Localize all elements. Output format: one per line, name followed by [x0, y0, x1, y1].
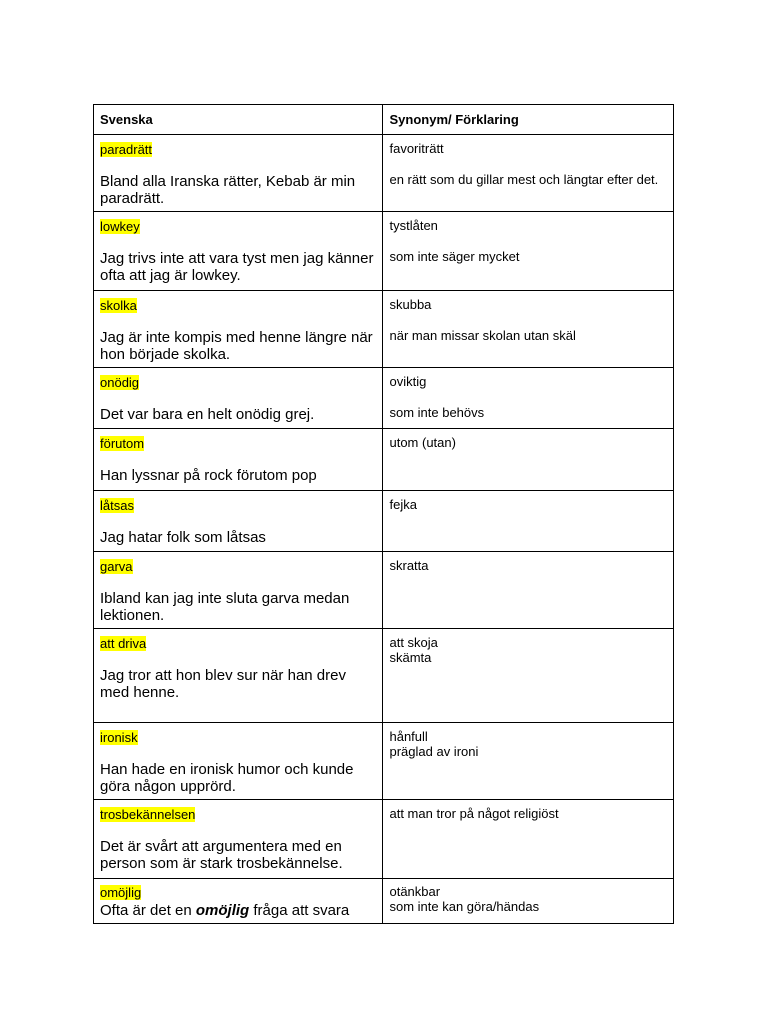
- table-header-row: [94, 105, 674, 135]
- synonym-text: fejka: [389, 497, 417, 512]
- synonym-cell: [383, 429, 674, 491]
- example-sentence: Han lyssnar på rock förutom pop: [100, 467, 317, 484]
- synonym-text: oviktig: [389, 374, 427, 389]
- synonym-text: att man tror på något religiöst: [389, 806, 559, 821]
- synonym-cell: [383, 135, 674, 212]
- example-sentence: Jag hatar folk som låtsas: [100, 529, 266, 546]
- synonym-text: otänkbar: [389, 884, 441, 899]
- synonym-cell: [383, 800, 674, 879]
- swedish-cell: [94, 135, 383, 212]
- table-row: [94, 429, 674, 491]
- vocab-word: lowkey: [100, 219, 140, 234]
- example-sentence: Ibland kan jag inte sluta garva medan lektionen.: [100, 590, 350, 624]
- table-row: [94, 629, 674, 723]
- header-label-synonym: Synonym/ Förklaring: [389, 112, 519, 127]
- vocab-word: garva: [100, 559, 133, 574]
- vocab-word: trosbekännelsen: [100, 807, 196, 822]
- table-row: [94, 212, 674, 291]
- swedish-cell: [94, 491, 383, 552]
- example-sentence: Jag är inte kompis med henne längre när hon började skolka.: [100, 329, 373, 363]
- synonym-text: tystlåten: [389, 218, 438, 233]
- example-sentence: Han hade en ironisk humor och kunde göra någon upprörd.: [100, 761, 354, 795]
- swedish-cell: [94, 552, 383, 629]
- table-row: [94, 552, 674, 629]
- example-sentence: [100, 902, 376, 919]
- header-label-svenska: Svenska: [100, 112, 153, 127]
- vocab-word: omöjlig: [100, 885, 142, 900]
- example-sentence: Det var bara en helt onödig grej.: [100, 406, 315, 423]
- vocab-word: förutom: [100, 436, 145, 451]
- example-sentence: Bland alla Iranska rätter, Kebab är min paradrätt.: [100, 173, 356, 207]
- vocabulary-table: [93, 104, 674, 924]
- example-sentence: Jag tror att hon blev sur när han drev med henne.: [100, 667, 346, 701]
- header-cell-svenska: [94, 105, 383, 135]
- table-row: [94, 491, 674, 552]
- explanation-text: skämta: [389, 650, 432, 665]
- vocab-word: skolka: [100, 298, 137, 313]
- swedish-cell: [94, 629, 383, 723]
- explanation-text: en rätt som du gillar mest och längtar efter det.: [389, 172, 659, 187]
- table-row: [94, 135, 674, 212]
- synonym-text: hånfull: [389, 729, 428, 744]
- synonym-cell: [383, 291, 674, 368]
- sentence-part-after: fråga att svara: [249, 902, 350, 919]
- table-row: [94, 879, 674, 924]
- synonym-cell: [383, 212, 674, 291]
- table-row: [94, 291, 674, 368]
- vocab-word: att driva: [100, 636, 147, 651]
- vocab-word: paradrätt: [100, 142, 153, 157]
- vocab-word: onödig: [100, 375, 140, 390]
- sentence-part-before: Ofta är det en: [100, 902, 196, 919]
- swedish-cell: [94, 368, 383, 429]
- synonym-cell: [383, 368, 674, 429]
- synonym-cell: [383, 491, 674, 552]
- table-row: [94, 723, 674, 800]
- explanation-text: som inte säger mycket: [389, 249, 520, 264]
- swedish-cell: [94, 800, 383, 879]
- synonym-text: favoriträtt: [389, 141, 444, 156]
- synonym-cell: [383, 552, 674, 629]
- synonym-cell: [383, 629, 674, 723]
- example-sentence: Det är svårt att argumentera med en person som är stark trosbekännelse.: [100, 838, 343, 872]
- synonym-text: skubba: [389, 297, 432, 312]
- vocab-word: låtsas: [100, 498, 134, 513]
- table-row: [94, 800, 674, 879]
- explanation-text: som inte kan göra/händas: [389, 899, 540, 914]
- explanation-text: präglad av ironi: [389, 744, 479, 759]
- swedish-cell: [94, 429, 383, 491]
- swedish-cell: [94, 879, 383, 924]
- swedish-cell: [94, 723, 383, 800]
- swedish-cell: [94, 291, 383, 368]
- synonym-text: utom (utan): [389, 435, 456, 450]
- example-sentence: Jag trivs inte att vara tyst men jag känner ofta att jag är lowkey.: [100, 250, 374, 284]
- synonym-cell: [383, 879, 674, 924]
- vocab-word: ironisk: [100, 730, 138, 745]
- header-cell-synonym: [383, 105, 674, 135]
- synonym-cell: [383, 723, 674, 800]
- table-row: [94, 368, 674, 429]
- synonym-text: skratta: [389, 558, 429, 573]
- synonym-text: att skoja: [389, 635, 438, 650]
- explanation-text: som inte behövs: [389, 405, 485, 420]
- swedish-cell: [94, 212, 383, 291]
- sentence-emphasis: omöjlig: [195, 902, 250, 919]
- explanation-text: när man missar skolan utan skäl: [389, 328, 576, 343]
